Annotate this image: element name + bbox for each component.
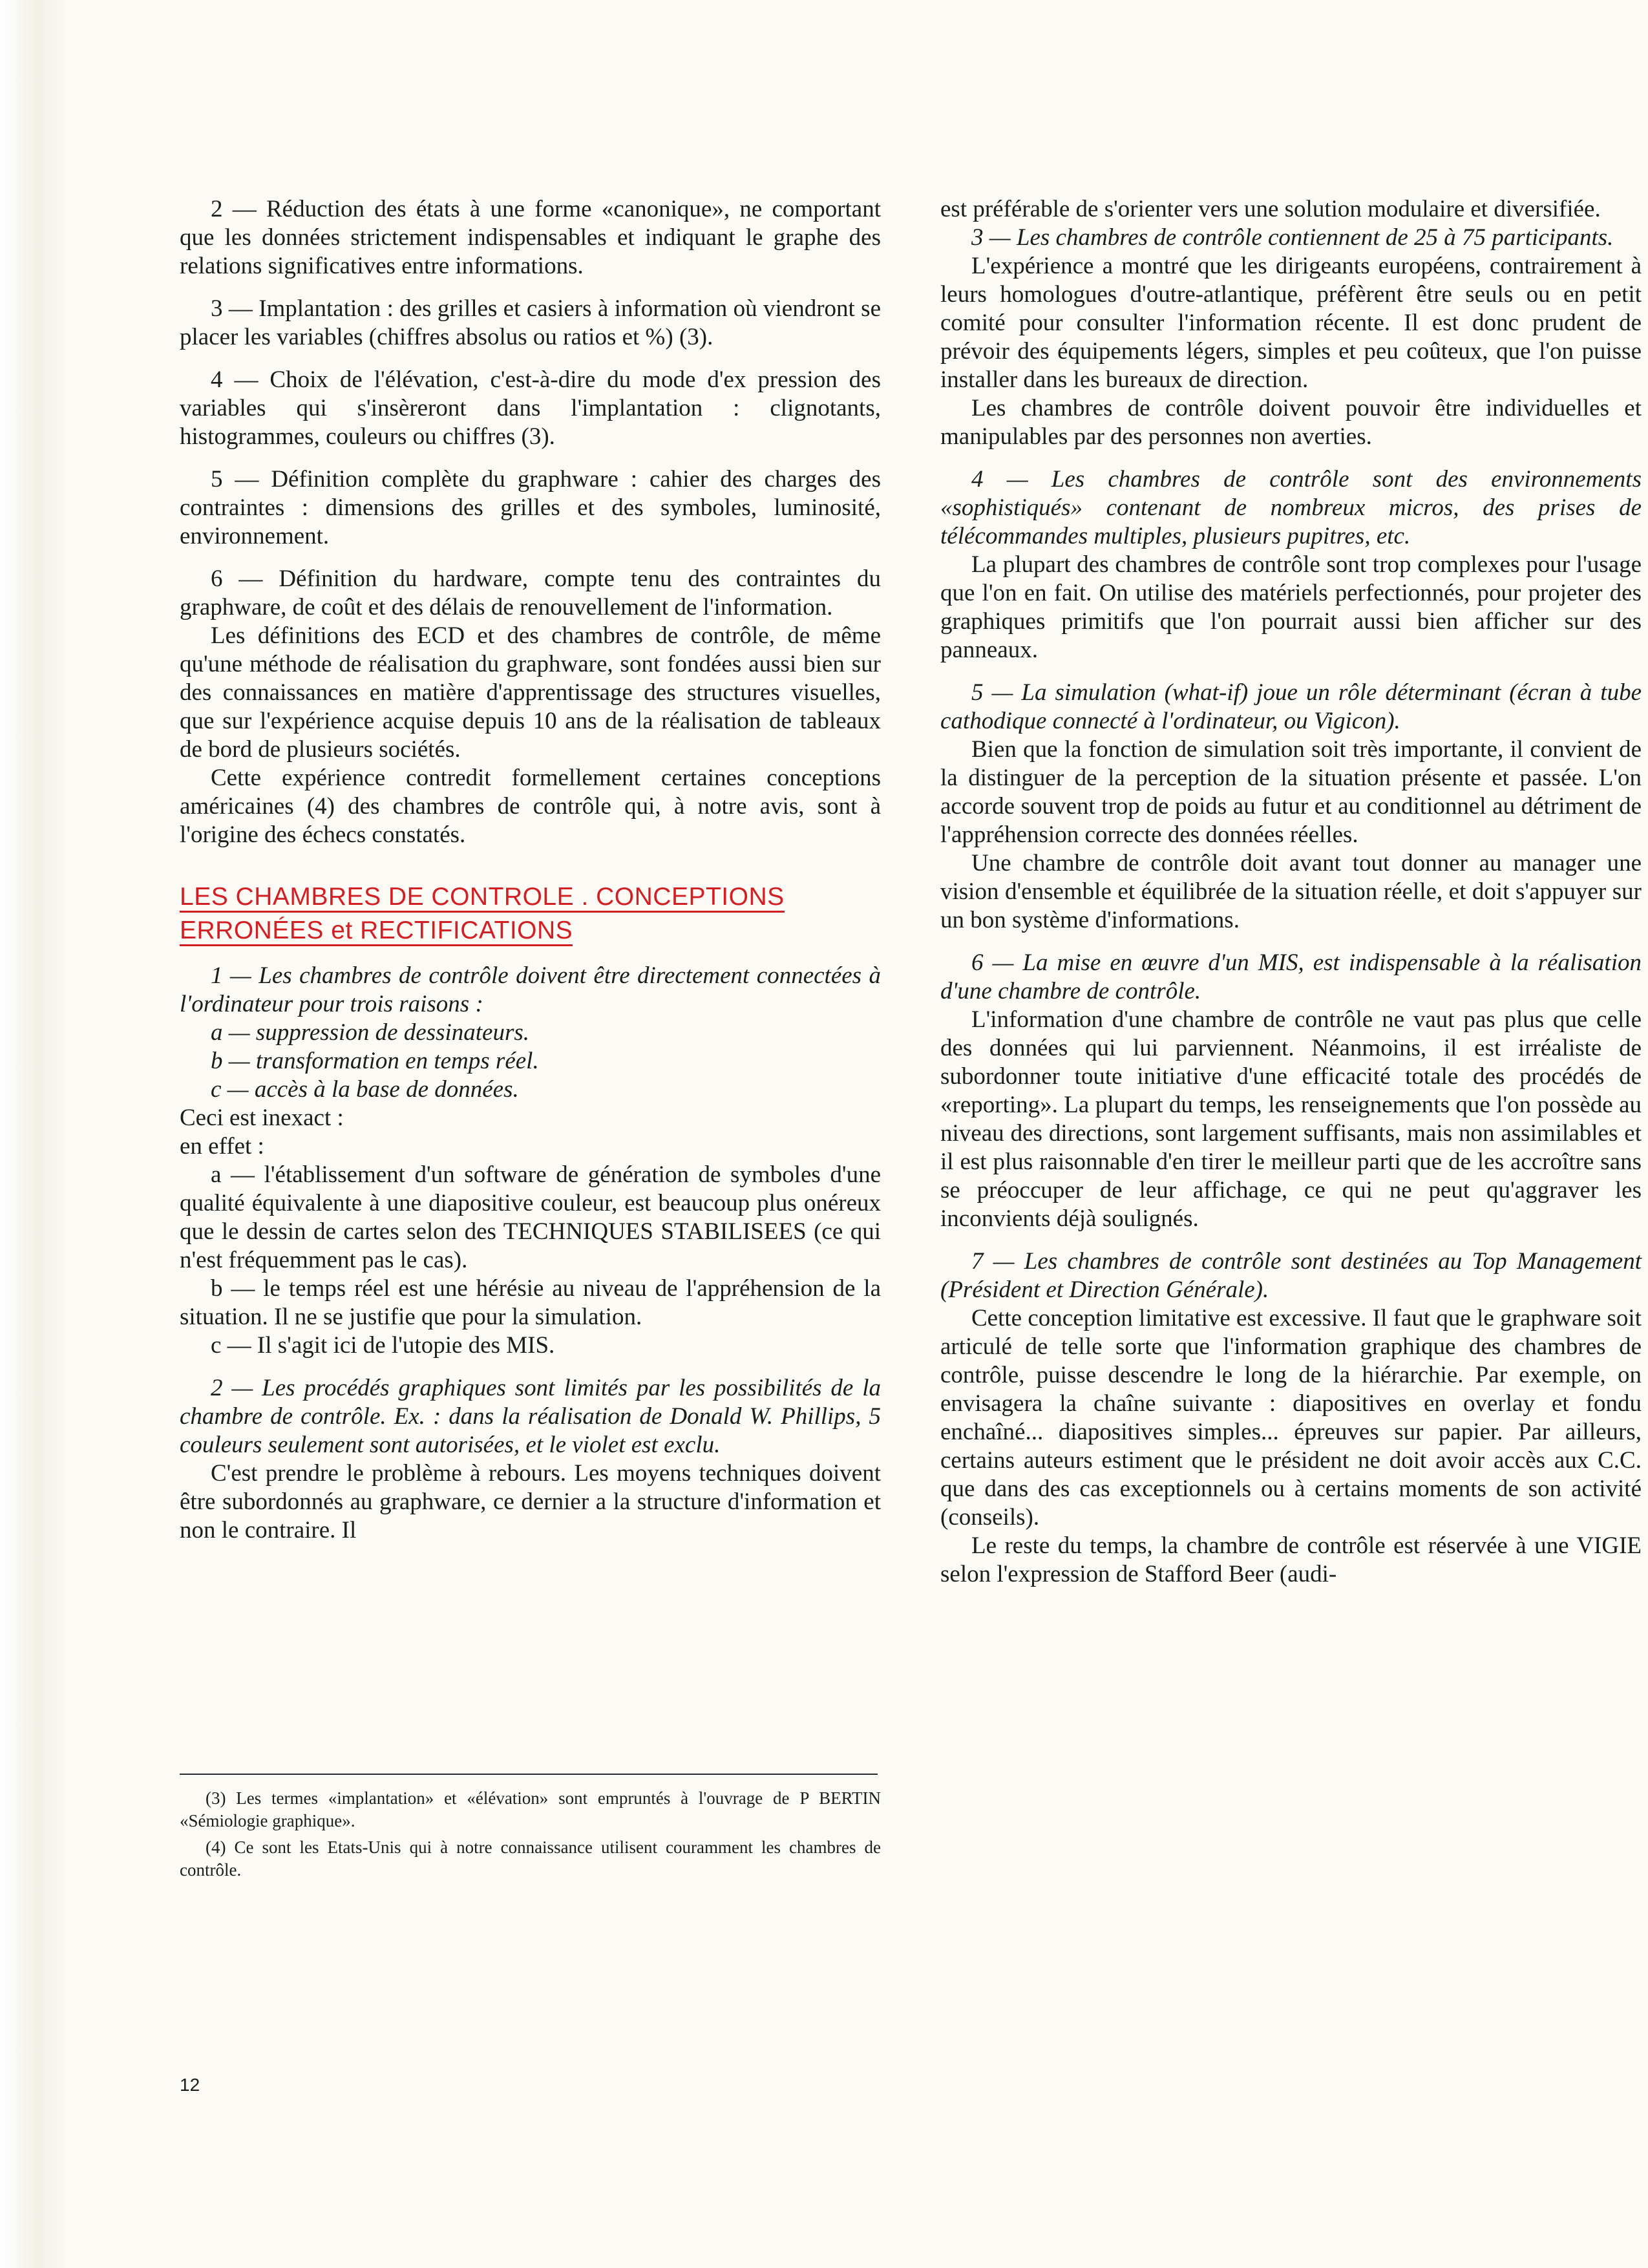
paragraph: a — l'établissement d'un software de génération de symboles d'une qualité équivalente à une diapositive couleur, est beaucoup plus onéreux que le dessin de cartes selon des TECHNIQUES STABILISEES (ce qui n'est fréquemment pas le cas). xyxy=(180,1161,881,1273)
paragraph: 5 — Définition complète du graphware : cahier des charges des contraintes : dimensions des grilles et des symboles, luminosité, environnement. xyxy=(180,466,881,549)
misconception-7: 7 — Les chambres de contrôle sont destinées au Top Management (Président et Direction Générale). xyxy=(940,1248,1642,1303)
paragraph: L'information d'une chambre de contrôle ne vaut pas plus que celle des données qui lui parviennent. Néanmoins, il est irréaliste de subordonner toute initiative d'une efficacité totale des procédés de «reporting». La plupart du temps, les renseignements que l'on possède au niveau des directions, sont largement suffisants, mais non assimilables et il est plus raisonnable d'en tirer le meilleur parti que de les accroître sans se préoccuper de leur affichage, ce qui ne peut qu'aggraver les inconvients déjà soulignés. xyxy=(940,1006,1642,1232)
misconception-3: 3 — Les chambres de contrôle contiennent de 25 à 75 participants. xyxy=(971,224,1614,251)
paragraph: Cette conception limitative est excessive. Il faut que le graphware soit articulé de telle sorte que l'information graphique des chambres de contrôle, puisse descendre le long de la hiérarchie. Par exemple, on envisagera la chaîne suivante : diapositives en overlay et fondu enchaîné... diapositives simples... épreuves sur papier. Par ailleurs, certains auteurs estiment que le président ne doit avoir accès aux C.C. que dans des cas exceptionnels ou à certains moments de son activité (conseils). xyxy=(940,1305,1642,1531)
footnote-divider xyxy=(180,1774,878,1775)
footnotes xyxy=(180,1787,881,1885)
page-number: 12 xyxy=(180,2075,200,2095)
list-item: c — accès à la base de données. xyxy=(211,1076,519,1103)
paragraph: La plupart des chambres de contrôle sont trop complexes pour l'usage que l'on en fait. On utilise des matériels perfectionnés, pour projeter des graphiques primitifs que l'on pourrait aussi bien afficher sur des panneaux. xyxy=(940,551,1642,663)
footnote-4: (4) Ce sont les Etats-Unis qui à notre connaissance utilisent couramment les chambres de contrôle. xyxy=(180,1838,881,1880)
misconception-6: 6 — La mise en œuvre d'un MIS, est indispensable à la réalisation d'une chambre de contrôle. xyxy=(940,949,1642,1004)
paragraph: b — le temps réel est une hérésie au niveau de l'appréhension de la situation. Il ne se justifie que pour la simulation. xyxy=(180,1275,881,1330)
section-heading-line2: ERRONÉES et RECTIFICATIONS xyxy=(180,917,573,946)
paragraph: Une chambre de contrôle doit avant tout donner au manager une vision d'ensemble et équilibrée de la situation réelle, et doit s'appuyer sur un bon système d'informations. xyxy=(940,850,1642,933)
footnote-3: (3) Les termes «implantation» et «élévation» sont empruntés à l'ouvrage de P BERTIN «Sémiologie graphique». xyxy=(180,1788,881,1830)
list-item: b — transformation en temps réel. xyxy=(211,1048,539,1074)
left-column xyxy=(180,195,881,1545)
paragraph: Les chambres de contrôle doivent pouvoir être individuelles et manipulables par des personnes non averties. xyxy=(940,395,1642,450)
paragraph: Ceci est inexact : xyxy=(180,1105,344,1131)
misconception-4: 4 — Les chambres de contrôle sont des environnements «sophistiqués» contenant de nombreux micros, des prises de télécommandes multiples, plusieurs pupitres, etc. xyxy=(940,466,1642,549)
paragraph: 6 — Définition du hardware, compte tenu des contraintes du graphware, de coût et des délais de renouvellement de l'information. xyxy=(180,566,881,620)
paragraph: 4 — Choix de l'élévation, c'est-à-dire du mode d'ex pression des variables qui s'insèreront dans l'implantation : clignotants, histogrammes, couleurs ou chiffres (3). xyxy=(180,366,881,450)
paragraph: c — Il s'agit ici de l'utopie des MIS. xyxy=(211,1332,555,1359)
misconception-5: 5 — La simulation (what-if) joue un rôle déterminant (écran à tube cathodique connecté à l'ordinateur, ou Vigicon). xyxy=(940,679,1642,734)
paragraph: Cette expérience contredit formellement certaines conceptions américaines (4) des chambres de contrôle qui, à notre avis, sont à l'origine des échecs constatés. xyxy=(180,765,881,848)
paragraph: 3 — Implantation : des grilles et casiers à information où viendront se placer les variables (chiffres absolus ou ratios et %) (3). xyxy=(180,295,881,350)
paragraph: en effet : xyxy=(180,1133,264,1160)
paragraph: C'est prendre le problème à rebours. Les moyens techniques doivent être subordonnés au graphware, ce dernier a la structure d'information et non le contraire. Il xyxy=(180,1460,881,1543)
paragraph: 2 — Réduction des états à une forme «canonique», ne comportant que les données strictement indispensables et indiquant le graphe des relations significatives entre informations. xyxy=(180,196,881,279)
right-column xyxy=(940,195,1642,1589)
list-item: a — suppression de dessinateurs. xyxy=(211,1019,529,1046)
misconception-1: 1 — Les chambres de contrôle doivent être directement connectées à l'ordinateur pour trois raisons : xyxy=(180,962,881,1017)
paragraph: est préférable de s'orienter vers une solution modulaire et diversifiée. xyxy=(940,196,1601,222)
section-heading-line1: LES CHAMBRES DE CONTROLE . CONCEPTIONS xyxy=(180,883,785,913)
paragraph: Les définitions des ECD et des chambres de contrôle, de même qu'une méthode de réalisation du graphware, sont fondées aussi bien sur des connaissances en matière d'apprentissage des structures visuelles, que sur l'expérience acquise depuis 10 ans de la réalisation de tableaux de bord de plusieurs sociétés. xyxy=(180,622,881,763)
paragraph: Bien que la fonction de simulation soit très importante, il convient de la distinguer de la perception de la situation présente et passée. L'on accorde souvent trop de poids au futur et au conditionnel au détriment de l'appréhension correcte des données réelles. xyxy=(940,736,1642,848)
scan-margin xyxy=(0,0,65,2268)
misconception-2: 2 — Les procédés graphiques sont limités par les possibilités de la chambre de contrôle. Ex. : dans la réalisation de Donald W. Phillips, 5 couleurs seulement sont autorisées, et le violet est exclu. xyxy=(180,1375,881,1458)
paragraph: Le reste du temps, la chambre de contrôle est réservée à une VIGIE selon l'expression de Stafford Beer (audi- xyxy=(940,1532,1642,1587)
section-heading xyxy=(180,880,881,948)
paragraph: L'expérience a montré que les dirigeants européens, contrairement à leurs homologues d'outre-atlantique, préfèrent être seuls ou en petit comité pour consulter l'information récente. Il est donc prudent de prévoir des équipements légers, simples et peu coûteux, que l'on puisse installer dans les bureaux de direction. xyxy=(940,253,1642,393)
